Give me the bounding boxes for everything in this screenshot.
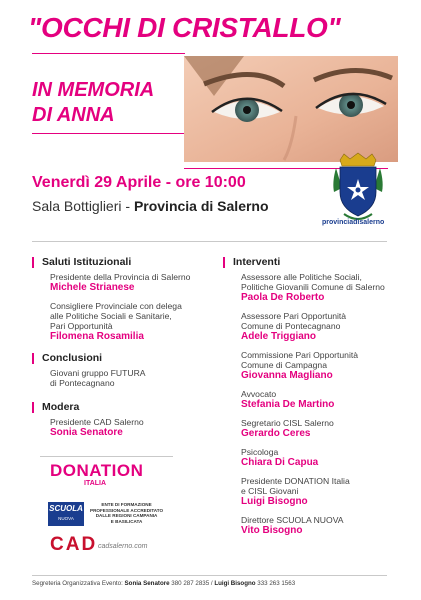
speaker-name: Stefania De Martino — [241, 399, 335, 410]
speaker-role: Assessore Pari Opportunità Comune di Pontecagnano — [241, 311, 347, 331]
speaker-name: Paola De Roberto — [241, 292, 325, 303]
saluti-items — [50, 272, 220, 343]
province-caption: provinciadisalerno — [322, 219, 385, 226]
saluti-section — [40, 257, 220, 343]
eyes-photo — [184, 56, 398, 162]
scuola-description: ENTE DI FORMAZIONE PROFESSIONALE ACCREDITATO DALLE REGIONI CAMPANIA E BASILICATA — [90, 502, 164, 524]
interventi-heading: Interventi — [223, 257, 406, 268]
speaker-role: Direttore SCUOLA NUOVA — [241, 515, 344, 525]
speaker-name: Luigi Bisogno — [241, 496, 308, 507]
memoria-underline — [32, 133, 185, 134]
moderator-role: Presidente CAD Salerno — [50, 417, 144, 427]
place-prefix: Sala Bottiglieri - — [32, 198, 134, 214]
speaker-name: Giovanna Magliano — [241, 370, 333, 381]
speaker-role: Presidente DONATION Italia e CISL Giovani — [241, 476, 350, 496]
list-item — [241, 476, 406, 508]
footer-divider — [32, 575, 387, 576]
scuola-nuova-logo — [48, 502, 178, 530]
footer-phone-1: 380 287 2835 / — [169, 580, 215, 587]
modera-items — [50, 417, 220, 439]
interventi-list — [241, 272, 406, 537]
speaker-role: Presidente della Provincia di Salerno — [50, 272, 191, 282]
donation-logo — [50, 462, 150, 492]
speaker-name: Adele Triggiano — [241, 331, 317, 342]
speaker-role: Assessore alle Politiche Sociali, Politiche Giovanili Comune di Salerno — [241, 272, 385, 292]
cad-logo — [50, 534, 160, 560]
list-item — [241, 418, 406, 440]
section-divider — [32, 241, 387, 242]
conclusioni-text: Giovani gruppo FUTURA di Pontecagnano — [50, 368, 146, 388]
memoria-line-1: IN MEMORIA — [32, 79, 155, 101]
speaker-role: Consigliere Provinciale con delega alle Politiche Sociali e Sanitarie, Pari Opportunità — [50, 301, 182, 331]
speaker-name: Gerardo Ceres — [241, 428, 311, 439]
place-venue: Provincia di Salerno — [133, 198, 269, 214]
title-underline — [32, 53, 185, 54]
speaker-role: Segretario CISL Salerno — [241, 418, 334, 428]
saluti-heading: Saluti Istituzionali — [32, 257, 220, 268]
modera-section — [40, 402, 220, 439]
conclusioni-section — [40, 353, 220, 388]
footer-contact-1: Sonia Senatore — [124, 580, 170, 587]
donation-logo-word: DONATION — [50, 461, 144, 480]
donation-logo-sub: ITALIA — [84, 480, 107, 487]
speaker-role: Avvocato — [241, 389, 277, 399]
speaker-name: Filomena Rosamilia — [50, 331, 144, 342]
speaker-name: Vito Bisogno — [241, 525, 303, 536]
list-item — [241, 515, 406, 537]
memoria-heading — [32, 78, 154, 128]
footer-contacts — [32, 580, 295, 587]
speaker-role: Commissione Pari Opportunità Comune di Campagna — [241, 350, 359, 370]
left-program-column — [40, 257, 220, 449]
footer-contact-2: Luigi Bisogno — [214, 580, 256, 587]
scuola-sub: NUOVA — [58, 516, 74, 521]
event-date: Venerdì 29 Aprile - ore 10:00 — [32, 174, 246, 191]
cad-logo-word: CAD — [50, 534, 98, 555]
cad-logo-url: cadsalerno.com — [98, 543, 148, 550]
conclusioni-heading: Conclusioni — [32, 353, 220, 364]
list-item — [241, 350, 406, 382]
moderator-name: Sonia Senatore — [50, 427, 123, 438]
footer-prefix: Segreteria Organizzativa Evento: — [32, 580, 125, 587]
scuola-word: SCUOLA — [49, 504, 83, 513]
modera-heading: Modera — [32, 402, 220, 413]
speaker-name: Michele Strianese — [50, 282, 135, 293]
event-place — [32, 198, 269, 214]
memoria-line-2: DI ANNA — [32, 104, 115, 126]
speaker-role: Psicologa — [241, 447, 279, 457]
list-item — [241, 447, 406, 469]
list-item — [241, 311, 406, 343]
list-item — [241, 389, 406, 411]
scuola-badge-icon — [48, 502, 84, 526]
footer-phone-2: 333 263 1563 — [255, 580, 296, 587]
event-title: "OCCHI DI CRISTALLO" — [28, 12, 341, 43]
list-item — [241, 272, 406, 304]
interventi-column — [231, 257, 406, 544]
logos-divider — [40, 456, 173, 457]
speaker-name: Chiara Di Capua — [241, 457, 319, 468]
